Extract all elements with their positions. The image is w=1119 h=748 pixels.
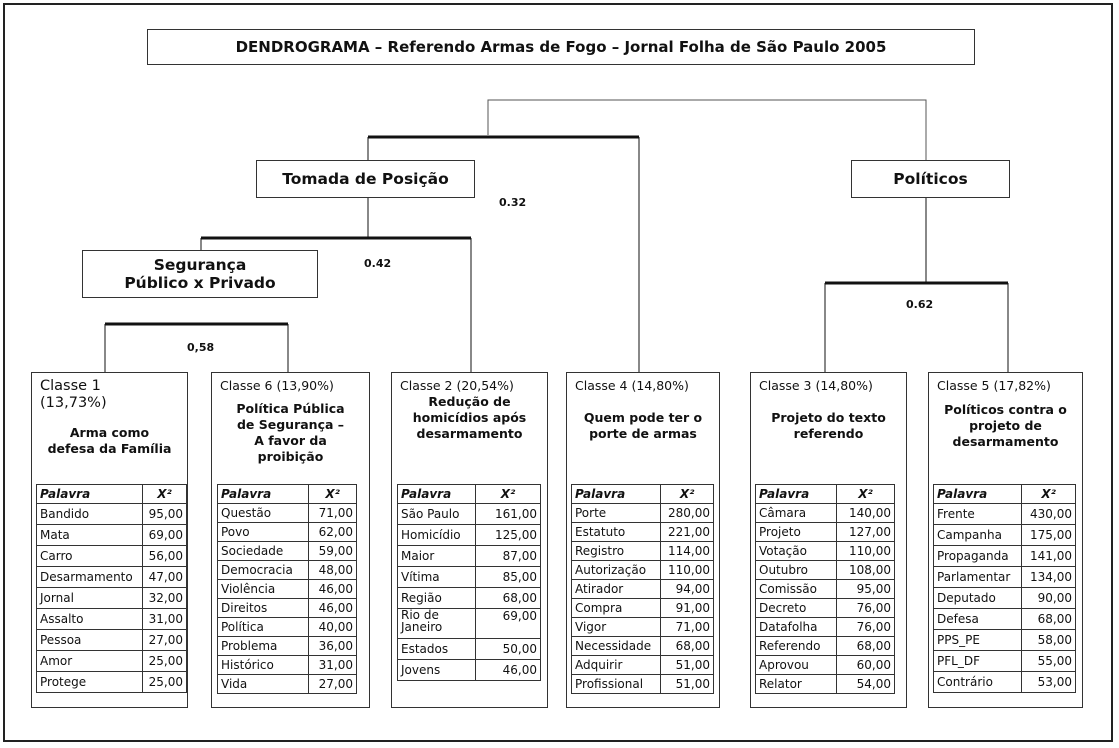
table-row — [398, 567, 541, 588]
table-row — [37, 588, 187, 609]
value-cell: 110,00 — [661, 561, 714, 580]
value-cell: 430,00 — [1022, 504, 1076, 525]
table-row — [218, 580, 357, 599]
table-row — [398, 504, 541, 525]
word-cell: São Paulo — [398, 504, 476, 525]
value-cell: 32,00 — [143, 588, 187, 609]
value-cell: 68,00 — [836, 637, 894, 656]
word-table-class-6 — [217, 484, 357, 694]
word-cell: Homicídio — [398, 525, 476, 546]
table-row — [934, 567, 1076, 588]
word-cell: Democracia — [218, 561, 309, 580]
palavra-header: Palavra — [398, 485, 476, 504]
table-row — [934, 588, 1076, 609]
class-header: Classe 5 (17,82%) — [937, 378, 1051, 393]
word-cell: Relator — [756, 675, 837, 694]
value-cell: 55,00 — [1022, 651, 1076, 672]
value-cell: 69,00 — [143, 525, 187, 546]
class-header: Classe 3 (14,80%) — [759, 378, 873, 393]
table-row — [572, 561, 714, 580]
value-cell: 53,00 — [1022, 672, 1076, 693]
value-cell: 87,00 — [476, 546, 541, 567]
table-row — [218, 656, 357, 675]
word-cell: Projeto — [756, 523, 837, 542]
value-cell: 56,00 — [143, 546, 187, 567]
word-cell: Profissional — [572, 675, 661, 694]
value-cell: 141,00 — [1022, 546, 1076, 567]
word-cell: Atirador — [572, 580, 661, 599]
word-cell: Referendo — [756, 637, 837, 656]
value-cell: 114,00 — [661, 542, 714, 561]
word-cell: Questão — [218, 504, 309, 523]
class-description — [392, 393, 547, 442]
word-cell: Mata — [37, 525, 143, 546]
class-description-line: desarmamento — [952, 434, 1059, 449]
table-row — [934, 630, 1076, 651]
table-row — [37, 546, 187, 567]
value-cell: 76,00 — [836, 618, 894, 637]
table-row — [934, 651, 1076, 672]
value-cell: 140,00 — [836, 504, 894, 523]
table-row — [756, 580, 895, 599]
table-row — [572, 618, 714, 637]
class-description-line: Projeto do texto — [771, 410, 886, 425]
value-cell: 69,00 — [476, 609, 541, 639]
table-row — [218, 504, 357, 523]
distance-058: 0,58 — [187, 341, 215, 354]
word-table-class-4 — [571, 484, 714, 694]
word-cell: Porte — [572, 504, 661, 523]
class-description-line: referendo — [793, 426, 864, 441]
value-cell: 25,00 — [143, 672, 187, 693]
word-cell: Vigor — [572, 618, 661, 637]
table-row — [934, 609, 1076, 630]
x2-header: X² — [476, 485, 541, 504]
node-tomada-de-posicao: Tomada de Posição — [256, 160, 475, 198]
table-row — [572, 675, 714, 694]
word-cell: Problema — [218, 637, 309, 656]
value-cell: 46,00 — [309, 580, 357, 599]
word-cell: Histórico — [218, 656, 309, 675]
value-cell: 31,00 — [143, 609, 187, 630]
value-cell: 110,00 — [836, 542, 894, 561]
table-row — [572, 523, 714, 542]
word-cell: Região — [398, 588, 476, 609]
palavra-header: Palavra — [572, 485, 661, 504]
value-cell: 71,00 — [309, 504, 357, 523]
table-row — [398, 546, 541, 567]
x2-header: X² — [1022, 485, 1076, 504]
table-row — [37, 651, 187, 672]
table-row — [756, 542, 895, 561]
word-cell: Vítima — [398, 567, 476, 588]
table-header-row — [572, 485, 714, 504]
table-row — [218, 599, 357, 618]
word-cell: Propaganda — [934, 546, 1022, 567]
word-cell: Estados — [398, 639, 476, 660]
word-cell: Comissão — [756, 580, 837, 599]
class-description-line: Política Pública — [236, 401, 345, 416]
value-cell: 51,00 — [661, 656, 714, 675]
value-cell: 25,00 — [143, 651, 187, 672]
table-row — [37, 609, 187, 630]
word-cell: Defesa — [934, 609, 1022, 630]
class-description-line: de Segurança – — [236, 417, 345, 432]
word-cell: Compra — [572, 599, 661, 618]
word-cell: Povo — [218, 523, 309, 542]
palavra-header: Palavra — [37, 485, 143, 504]
node-seguranca-line2: Público x Privado — [124, 274, 276, 292]
word-cell: Política — [218, 618, 309, 637]
word-cell: Estatuto — [572, 523, 661, 542]
word-cell: Maior — [398, 546, 476, 567]
value-cell: 27,00 — [309, 675, 357, 694]
word-cell: Aprovou — [756, 656, 837, 675]
table-row — [572, 656, 714, 675]
word-cell: Necessidade — [572, 637, 661, 656]
table-row — [218, 637, 357, 656]
word-cell: Outubro — [756, 561, 837, 580]
value-cell: 91,00 — [661, 599, 714, 618]
class-header-line2: (13,73%) — [40, 395, 107, 411]
table-header-row — [218, 485, 357, 504]
table-row — [37, 630, 187, 651]
word-cell: Jornal — [37, 588, 143, 609]
word-cell: Pessoa — [37, 630, 143, 651]
value-cell: 27,00 — [143, 630, 187, 651]
class-description-line: Arma como — [69, 425, 150, 440]
value-cell: 95,00 — [836, 580, 894, 599]
value-cell: 221,00 — [661, 523, 714, 542]
value-cell: 90,00 — [1022, 588, 1076, 609]
word-table-class-3 — [755, 484, 895, 694]
value-cell: 175,00 — [1022, 525, 1076, 546]
word-table-class-5 — [933, 484, 1076, 693]
word-cell: Desarmamento — [37, 567, 143, 588]
node-seguranca-line1: Segurança — [153, 256, 247, 274]
class-description — [751, 393, 906, 442]
value-cell: 125,00 — [476, 525, 541, 546]
word-cell: Parlamentar — [934, 567, 1022, 588]
table-row — [756, 523, 895, 542]
diagram-title: DENDROGRAMA – Referendo Armas de Fogo – Jornal Folha de São Paulo 2005 — [147, 29, 975, 65]
table-row — [756, 637, 895, 656]
word-table-class-1 — [36, 484, 187, 693]
value-cell: 54,00 — [836, 675, 894, 694]
table-row — [398, 609, 541, 639]
word-cell: Frente — [934, 504, 1022, 525]
value-cell: 280,00 — [661, 504, 714, 523]
value-cell: 51,00 — [661, 675, 714, 694]
x2-header: X² — [836, 485, 894, 504]
table-row — [756, 675, 895, 694]
word-cell: Amor — [37, 651, 143, 672]
table-row — [572, 599, 714, 618]
class-description-line: porte de armas — [589, 426, 697, 441]
value-cell: 76,00 — [836, 599, 894, 618]
table-row — [218, 523, 357, 542]
x2-header: X² — [143, 485, 187, 504]
node-seguranca — [82, 250, 318, 298]
value-cell: 59,00 — [309, 542, 357, 561]
word-cell: Sociedade — [218, 542, 309, 561]
value-cell: 40,00 — [309, 618, 357, 637]
value-cell: 60,00 — [836, 656, 894, 675]
table-row — [572, 504, 714, 523]
value-cell: 46,00 — [309, 599, 357, 618]
distance-042: 0.42 — [364, 257, 392, 270]
value-cell: 85,00 — [476, 567, 541, 588]
class-description — [212, 393, 369, 465]
word-cell: Datafolha — [756, 618, 837, 637]
word-cell: PFL_DF — [934, 651, 1022, 672]
x2-header: X² — [661, 485, 714, 504]
word-cell: Bandido — [37, 504, 143, 525]
distance-032: 0.32 — [499, 196, 527, 209]
word-cell: Campanha — [934, 525, 1022, 546]
class-header: Classe 2 (20,54%) — [400, 378, 514, 393]
value-cell: 94,00 — [661, 580, 714, 599]
table-row — [398, 639, 541, 660]
class-description-line: desarmamento — [416, 426, 523, 441]
value-cell: 127,00 — [836, 523, 894, 542]
root-connector — [488, 100, 926, 160]
table-row — [572, 637, 714, 656]
table-header-row — [934, 485, 1076, 504]
table-header-row — [37, 485, 187, 504]
table-row — [756, 599, 895, 618]
table-row — [934, 525, 1076, 546]
class-description-line: A favor da — [254, 433, 327, 448]
table-row — [934, 672, 1076, 693]
table-row — [218, 618, 357, 637]
table-row — [37, 525, 187, 546]
value-cell: 68,00 — [476, 588, 541, 609]
table-row — [218, 542, 357, 561]
value-cell: 58,00 — [1022, 630, 1076, 651]
table-row — [398, 525, 541, 546]
value-cell: 47,00 — [143, 567, 187, 588]
table-row — [398, 660, 541, 681]
word-cell: Deputado — [934, 588, 1022, 609]
word-cell: Câmara — [756, 504, 837, 523]
value-cell: 46,00 — [476, 660, 541, 681]
table-row — [934, 504, 1076, 525]
table-row — [572, 542, 714, 561]
value-cell: 95,00 — [143, 504, 187, 525]
table-header-row — [756, 485, 895, 504]
class-header-line1: Classe 1 — [40, 378, 101, 394]
table-row — [218, 675, 357, 694]
word-cell: Adquirir — [572, 656, 661, 675]
table-row — [572, 580, 714, 599]
class-description — [929, 393, 1082, 450]
class-description-line: Redução de — [428, 394, 511, 409]
word-cell: Carro — [37, 546, 143, 567]
palavra-header: Palavra — [934, 485, 1022, 504]
value-cell: 31,00 — [309, 656, 357, 675]
table-row — [934, 546, 1076, 567]
table-row — [756, 618, 895, 637]
class-description-line: defesa da Família — [47, 441, 172, 456]
palavra-header: Palavra — [756, 485, 837, 504]
value-cell: 68,00 — [1022, 609, 1076, 630]
node-politicos: Políticos — [851, 160, 1010, 198]
table-row — [218, 561, 357, 580]
class-description-line: homicídios após — [412, 410, 527, 425]
value-cell: 48,00 — [309, 561, 357, 580]
word-cell: Rio de Janeiro — [398, 609, 476, 639]
x2-header: X² — [309, 485, 357, 504]
value-cell: 161,00 — [476, 504, 541, 525]
class-header: Classe 4 (14,80%) — [575, 378, 689, 393]
word-cell: Votação — [756, 542, 837, 561]
word-cell: Jovens — [398, 660, 476, 681]
word-cell: Decreto — [756, 599, 837, 618]
table-row — [756, 656, 895, 675]
table-row — [756, 561, 895, 580]
value-cell: 36,00 — [309, 637, 357, 656]
table-row — [37, 504, 187, 525]
value-cell: 50,00 — [476, 639, 541, 660]
word-cell: Assalto — [37, 609, 143, 630]
word-cell: Direitos — [218, 599, 309, 618]
word-table-class-2 — [397, 484, 541, 681]
table-header-row — [398, 485, 541, 504]
palavra-header: Palavra — [218, 485, 309, 504]
value-cell: 71,00 — [661, 618, 714, 637]
class-description-line: proibição — [257, 449, 324, 464]
table-row — [398, 588, 541, 609]
class-description — [32, 412, 187, 457]
value-cell: 68,00 — [661, 637, 714, 656]
table-row — [37, 672, 187, 693]
class-description-line: Quem pode ter o — [583, 410, 703, 425]
word-cell: Violência — [218, 580, 309, 599]
distance-062: 0.62 — [906, 298, 934, 311]
value-cell: 134,00 — [1022, 567, 1076, 588]
word-cell: PPS_PE — [934, 630, 1022, 651]
word-cell: Autorização — [572, 561, 661, 580]
class-header — [32, 373, 187, 412]
value-cell: 62,00 — [309, 523, 357, 542]
class-description-line: projeto de — [969, 418, 1042, 433]
word-cell: Protege — [37, 672, 143, 693]
value-cell: 108,00 — [836, 561, 894, 580]
class-header: Classe 6 (13,90%) — [220, 378, 334, 393]
class-description-line: Políticos contra o — [944, 402, 1067, 417]
word-cell: Registro — [572, 542, 661, 561]
table-row — [37, 567, 187, 588]
word-cell: Contrário — [934, 672, 1022, 693]
table-row — [756, 504, 895, 523]
class-description — [567, 393, 719, 442]
word-cell: Vida — [218, 675, 309, 694]
